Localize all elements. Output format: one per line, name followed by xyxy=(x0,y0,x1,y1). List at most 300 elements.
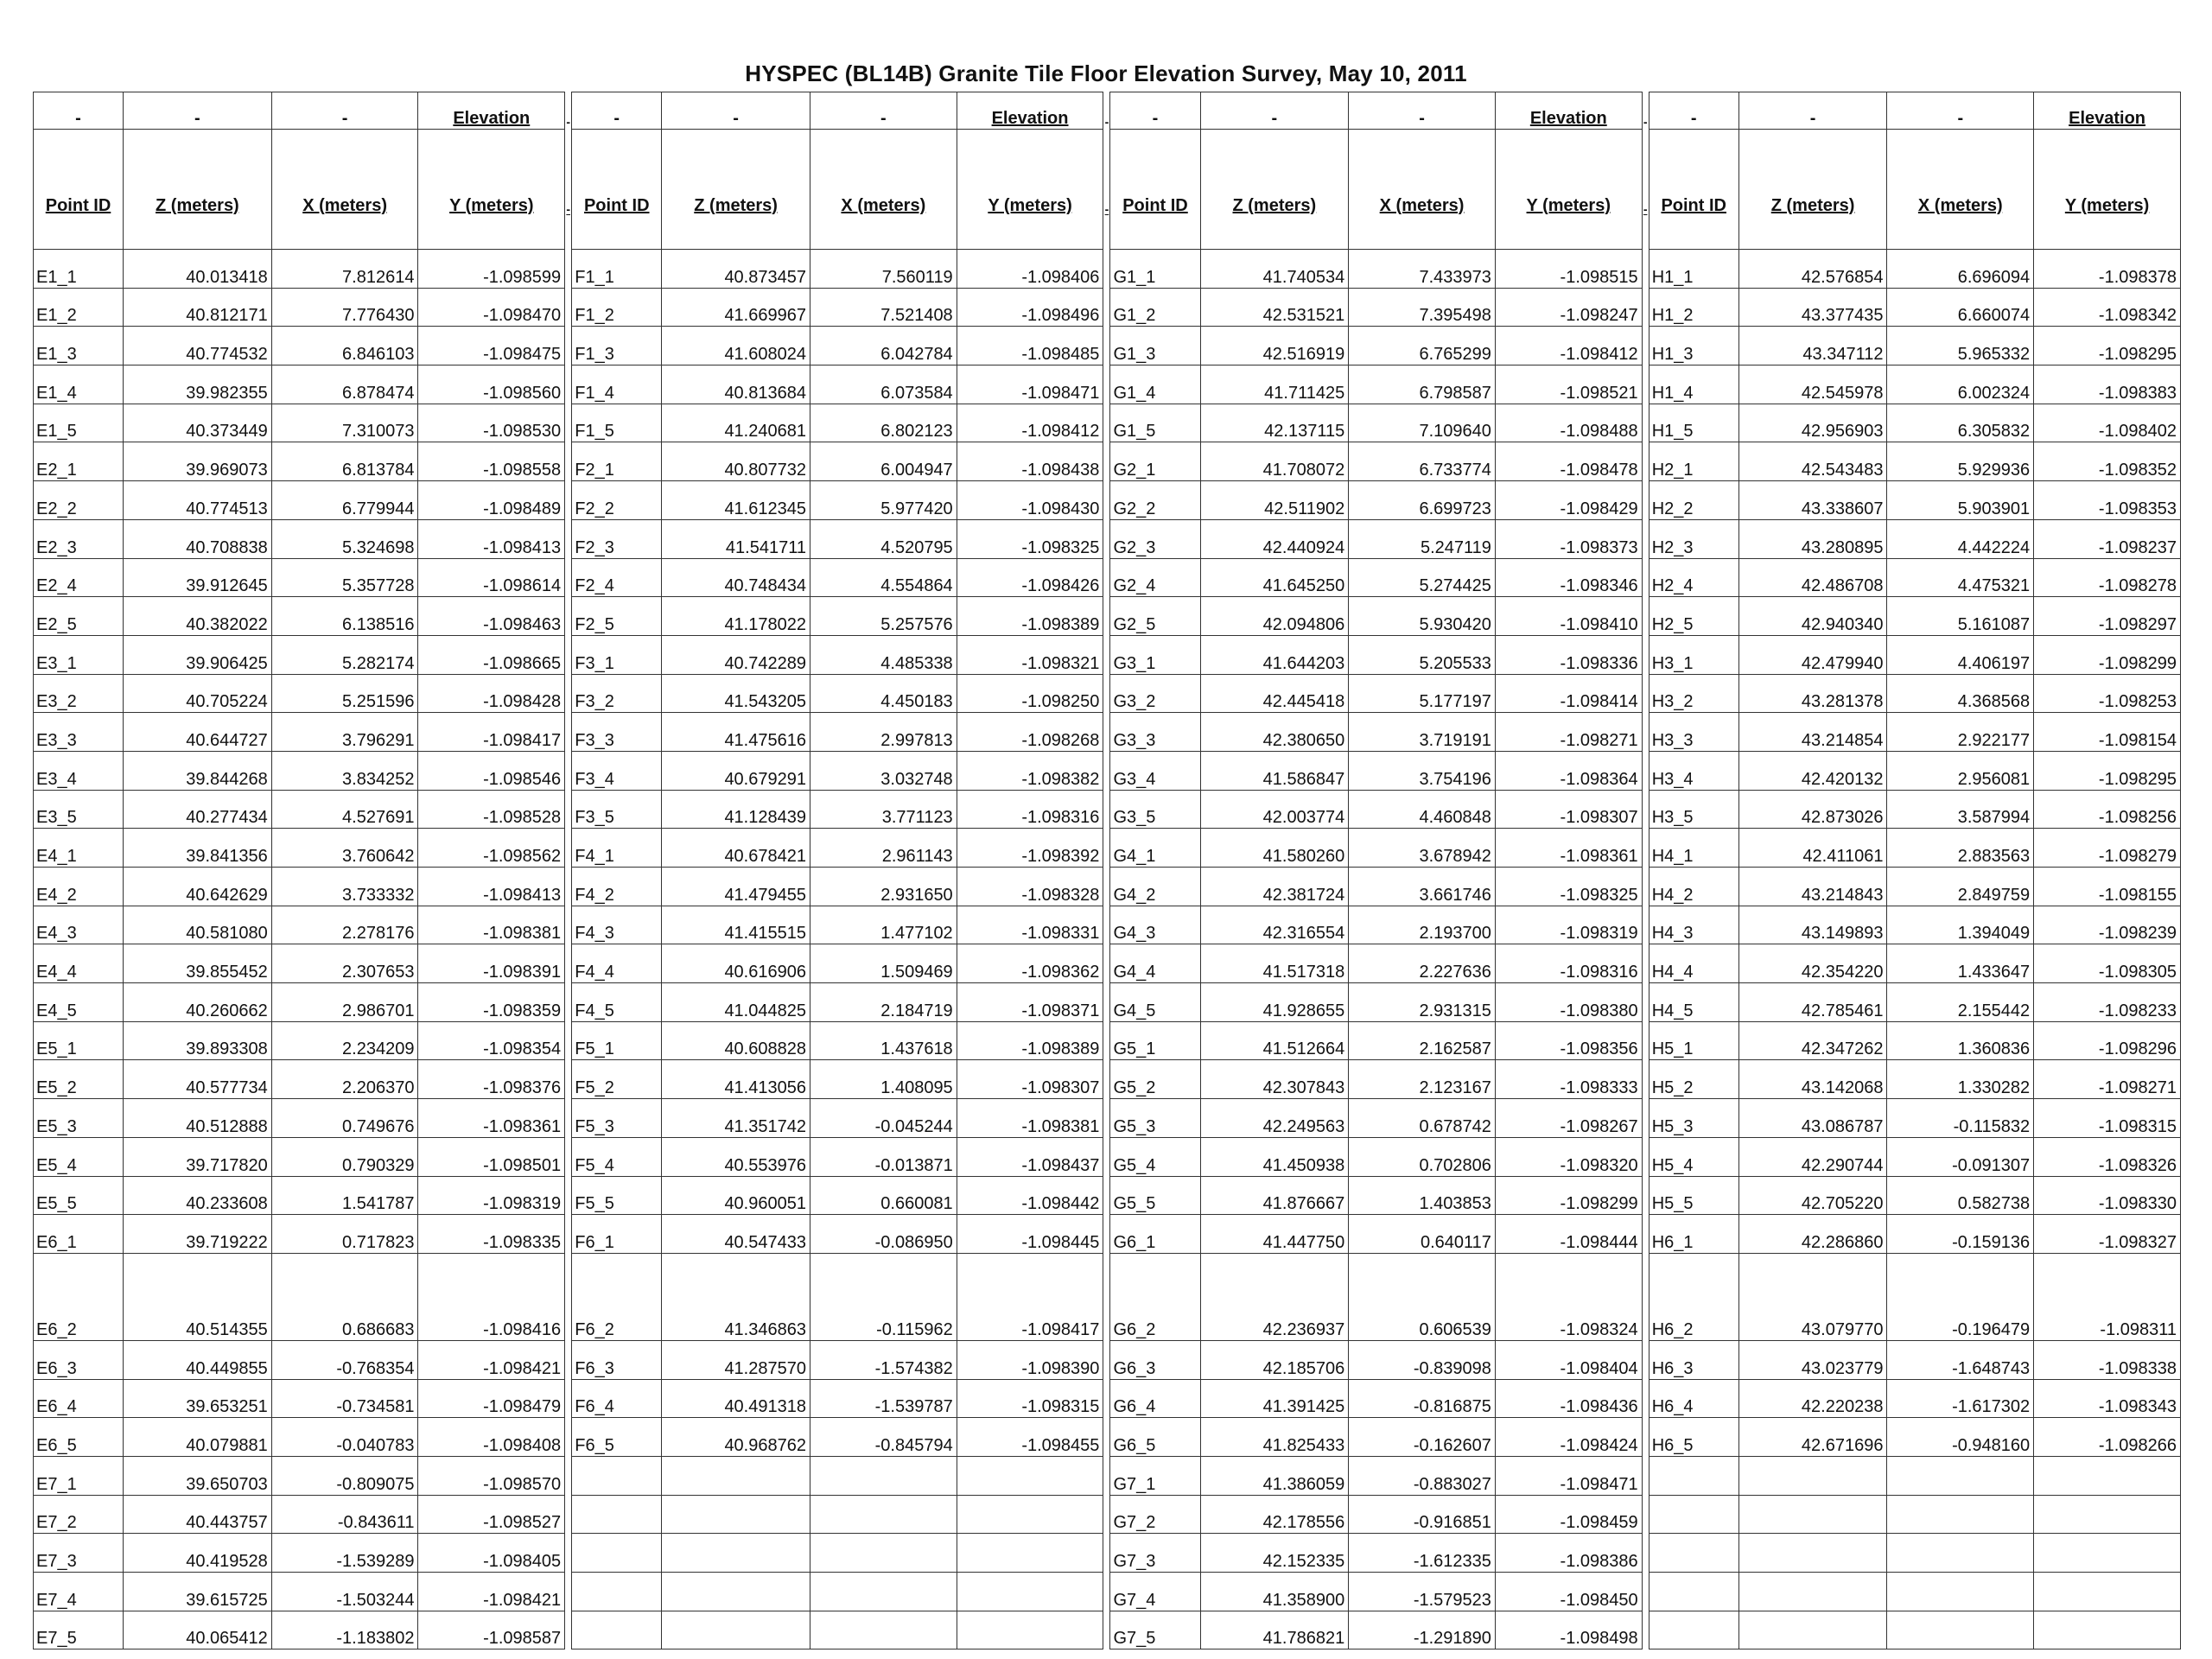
group-separator xyxy=(1103,1253,1110,1340)
group-separator xyxy=(565,519,572,558)
point-id-cell: G4_4 xyxy=(1110,944,1200,983)
y-value-cell: -1.098485 xyxy=(957,327,1103,365)
point-id-cell: F6_2 xyxy=(572,1253,662,1340)
y-value-cell xyxy=(2034,1495,2181,1534)
point-id-cell: F1_1 xyxy=(572,250,662,289)
x-value-cell: 5.357728 xyxy=(271,558,418,597)
group-separator xyxy=(1642,635,1649,674)
y-value-cell: -1.098515 xyxy=(1495,250,1642,289)
z-value-cell xyxy=(662,1495,810,1534)
group-separator xyxy=(1642,829,1649,868)
point-id-cell: E5_2 xyxy=(34,1060,124,1099)
z-value-cell: 43.214854 xyxy=(1738,713,1887,752)
point-id-cell: F5_5 xyxy=(572,1176,662,1215)
y-value-cell: -1.098325 xyxy=(957,519,1103,558)
x-value-cell: -1.539289 xyxy=(271,1534,418,1573)
z-value-cell: 41.612345 xyxy=(662,481,810,520)
table-row xyxy=(34,1060,2181,1099)
z-value-cell: 42.671696 xyxy=(1738,1418,1887,1457)
z-value-cell: 42.220238 xyxy=(1738,1379,1887,1418)
z-value-cell: 40.642629 xyxy=(124,868,272,906)
y-value-cell: -1.098346 xyxy=(1495,558,1642,597)
group-separator xyxy=(1642,674,1649,713)
y-value-cell: -1.098560 xyxy=(418,365,565,404)
group-separator xyxy=(565,1573,572,1611)
y-value-cell: -1.098361 xyxy=(1495,829,1642,868)
point-id-header: Point ID xyxy=(1110,130,1200,250)
point-id-cell: G6_3 xyxy=(1110,1340,1200,1379)
z-value-cell: 40.616906 xyxy=(662,944,810,983)
point-id-cell: H3_1 xyxy=(1649,635,1738,674)
table-row xyxy=(34,1611,2181,1649)
point-id-cell: E7_1 xyxy=(34,1456,124,1495)
y-value-cell: -1.098253 xyxy=(2034,674,2181,713)
z-value-cell: 42.940340 xyxy=(1738,597,1887,636)
x-value-cell: 2.931650 xyxy=(810,868,957,906)
point-id-cell: E4_5 xyxy=(34,983,124,1022)
table-row xyxy=(34,713,2181,752)
x-value-cell: 6.699723 xyxy=(1349,481,1496,520)
z-value-cell: 41.358900 xyxy=(1200,1573,1349,1611)
x-value-cell: 6.073584 xyxy=(810,365,957,404)
x-meters-header: X (meters) xyxy=(1887,130,2034,250)
point-id-cell: E7_5 xyxy=(34,1611,124,1649)
point-id-cell: G6_2 xyxy=(1110,1253,1200,1340)
y-value-cell: -1.098307 xyxy=(957,1060,1103,1099)
y-value-cell: -1.098479 xyxy=(418,1379,565,1418)
point-id-cell: G2_4 xyxy=(1110,558,1200,597)
y-value-cell: -1.098489 xyxy=(418,481,565,520)
group-separator: - xyxy=(565,92,572,130)
z-value-cell: 42.236937 xyxy=(1200,1253,1349,1340)
table-row xyxy=(34,944,2181,983)
x-value-cell: 0.686683 xyxy=(271,1253,418,1340)
y-value-cell: -1.098426 xyxy=(957,558,1103,597)
group-separator xyxy=(1103,1379,1110,1418)
point-id-cell: F1_2 xyxy=(572,288,662,327)
group-separator xyxy=(1642,1418,1649,1457)
group-separator xyxy=(565,868,572,906)
group-separator xyxy=(1642,1456,1649,1495)
y-value-cell: -1.098587 xyxy=(418,1611,565,1649)
z-value-cell: 42.576854 xyxy=(1738,250,1887,289)
point-id-cell: H5_3 xyxy=(1649,1099,1738,1138)
y-value-cell: -1.098389 xyxy=(957,1021,1103,1060)
x-value-cell: 4.442224 xyxy=(1887,519,2034,558)
z-value-cell: 42.420132 xyxy=(1738,751,1887,790)
x-value-cell: 2.206370 xyxy=(271,1060,418,1099)
z-value-cell: 42.381724 xyxy=(1200,868,1349,906)
z-value-cell: 42.178556 xyxy=(1200,1495,1349,1534)
x-value-cell: 7.812614 xyxy=(271,250,418,289)
group-separator xyxy=(565,829,572,868)
x-value-cell xyxy=(1887,1573,2034,1611)
point-id-cell xyxy=(1649,1456,1738,1495)
y-value-cell: -1.098445 xyxy=(957,1215,1103,1254)
x-value-cell: 4.527691 xyxy=(271,790,418,829)
point-id-header: Point ID xyxy=(34,130,124,250)
y-value-cell: -1.098381 xyxy=(957,1099,1103,1138)
header-placeholder: - xyxy=(1649,92,1738,130)
group-separator xyxy=(1642,250,1649,289)
z-value-cell: 41.669967 xyxy=(662,288,810,327)
point-id-cell: F2_5 xyxy=(572,597,662,636)
x-value-cell: -1.539787 xyxy=(810,1379,957,1418)
point-id-cell: E1_1 xyxy=(34,250,124,289)
point-id-cell: E3_3 xyxy=(34,713,124,752)
elevation-header: Elevation xyxy=(2034,92,2181,130)
point-id-cell: F3_3 xyxy=(572,713,662,752)
table-row xyxy=(34,674,2181,713)
y-value-cell xyxy=(2034,1456,2181,1495)
y-value-cell: -1.098237 xyxy=(2034,519,2181,558)
x-value-cell: 4.450183 xyxy=(810,674,957,713)
y-value-cell: -1.098530 xyxy=(418,404,565,442)
y-value-cell: -1.098570 xyxy=(418,1456,565,1495)
table-row xyxy=(34,1099,2181,1138)
z-value-cell: 41.543205 xyxy=(662,674,810,713)
point-id-cell: H6_3 xyxy=(1649,1340,1738,1379)
point-id-cell: E6_1 xyxy=(34,1215,124,1254)
table-row xyxy=(34,790,2181,829)
z-value-cell: 43.142068 xyxy=(1738,1060,1887,1099)
z-value-cell: 40.491318 xyxy=(662,1379,810,1418)
point-id-cell: E2_2 xyxy=(34,481,124,520)
z-value-cell: 39.844268 xyxy=(124,751,272,790)
group-separator xyxy=(1103,983,1110,1022)
z-value-cell: 39.893308 xyxy=(124,1021,272,1060)
y-value-cell: -1.098390 xyxy=(957,1340,1103,1379)
x-value-cell: 5.282174 xyxy=(271,635,418,674)
x-value-cell: -1.612335 xyxy=(1349,1534,1496,1573)
z-value-cell: 43.347112 xyxy=(1738,327,1887,365)
x-value-cell: 1.509469 xyxy=(810,944,957,983)
z-value-cell: 40.960051 xyxy=(662,1176,810,1215)
z-value-cell: 41.450938 xyxy=(1200,1137,1349,1176)
point-id-cell: E1_5 xyxy=(34,404,124,442)
x-value-cell: -0.091307 xyxy=(1887,1137,2034,1176)
x-value-cell: -0.086950 xyxy=(810,1215,957,1254)
point-id-cell: H1_5 xyxy=(1649,404,1738,442)
table-row xyxy=(34,1418,2181,1457)
point-id-cell xyxy=(572,1573,662,1611)
header-placeholder: - xyxy=(1349,92,1496,130)
z-value-cell: 41.541711 xyxy=(662,519,810,558)
group-separator xyxy=(1642,790,1649,829)
point-id-cell xyxy=(572,1495,662,1534)
y-value-cell: -1.098296 xyxy=(2034,1021,2181,1060)
z-value-cell: 40.443757 xyxy=(124,1495,272,1534)
x-value-cell: 2.123167 xyxy=(1349,1060,1496,1099)
table-row xyxy=(34,829,2181,868)
point-id-cell: E5_4 xyxy=(34,1137,124,1176)
z-value-cell: 40.679291 xyxy=(662,751,810,790)
table-row xyxy=(34,404,2181,442)
x-value-cell: 4.554864 xyxy=(810,558,957,597)
point-id-cell: H6_4 xyxy=(1649,1379,1738,1418)
y-value-cell: -1.098271 xyxy=(2034,1060,2181,1099)
point-id-cell: H5_2 xyxy=(1649,1060,1738,1099)
point-id-cell: G6_1 xyxy=(1110,1215,1200,1254)
y-value-cell xyxy=(2034,1573,2181,1611)
x-value-cell: 2.193700 xyxy=(1349,906,1496,944)
y-value-cell xyxy=(957,1573,1103,1611)
x-value-cell: 2.997813 xyxy=(810,713,957,752)
point-id-cell: E4_2 xyxy=(34,868,124,906)
x-value-cell: 3.771123 xyxy=(810,790,957,829)
z-value-cell: 41.178022 xyxy=(662,597,810,636)
point-id-cell: G4_3 xyxy=(1110,906,1200,944)
group-separator xyxy=(565,558,572,597)
group-separator xyxy=(1642,1176,1649,1215)
point-id-cell: E3_4 xyxy=(34,751,124,790)
y-value-cell: -1.098315 xyxy=(2034,1099,2181,1138)
group-separator xyxy=(1642,558,1649,597)
x-value-cell: 2.155442 xyxy=(1887,983,2034,1022)
y-value-cell: -1.098361 xyxy=(418,1099,565,1138)
x-value-cell xyxy=(1887,1611,2034,1649)
point-id-cell: H3_3 xyxy=(1649,713,1738,752)
z-value-cell: 42.307843 xyxy=(1200,1060,1349,1099)
z-value-cell: 40.813684 xyxy=(662,365,810,404)
z-value-cell: 42.445418 xyxy=(1200,674,1349,713)
x-value-cell xyxy=(810,1495,957,1534)
y-value-cell: -1.098381 xyxy=(418,906,565,944)
x-value-cell: 6.002324 xyxy=(1887,365,2034,404)
x-value-cell: -0.768354 xyxy=(271,1340,418,1379)
point-id-cell: E5_3 xyxy=(34,1099,124,1138)
group-separator xyxy=(565,1495,572,1534)
table-row xyxy=(34,1534,2181,1573)
z-value-cell: 43.377435 xyxy=(1738,288,1887,327)
point-id-cell: F4_4 xyxy=(572,944,662,983)
point-id-header: Point ID xyxy=(1649,130,1738,250)
z-value-cell: 42.347262 xyxy=(1738,1021,1887,1060)
x-value-cell xyxy=(810,1573,957,1611)
y-meters-header: Y (meters) xyxy=(418,130,565,250)
point-id-cell: H3_5 xyxy=(1649,790,1738,829)
z-value-cell: 41.876667 xyxy=(1200,1176,1349,1215)
group-separator xyxy=(565,1379,572,1418)
x-value-cell: 1.541787 xyxy=(271,1176,418,1215)
point-id-cell: H6_2 xyxy=(1649,1253,1738,1340)
y-value-cell: -1.098413 xyxy=(418,519,565,558)
z-value-cell: 43.214843 xyxy=(1738,868,1887,906)
x-value-cell: 7.109640 xyxy=(1349,404,1496,442)
z-value-cell: 41.128439 xyxy=(662,790,810,829)
x-value-cell: 3.678942 xyxy=(1349,829,1496,868)
z-meters-header: Z (meters) xyxy=(662,130,810,250)
table-row xyxy=(34,983,2181,1022)
group-separator xyxy=(1103,1176,1110,1215)
x-value-cell: 1.408095 xyxy=(810,1060,957,1099)
point-id-cell xyxy=(1649,1495,1738,1534)
x-value-cell: 1.433647 xyxy=(1887,944,2034,983)
group-separator xyxy=(565,288,572,327)
z-value-cell: 41.447750 xyxy=(1200,1215,1349,1254)
x-value-cell: 5.177197 xyxy=(1349,674,1496,713)
group-separator xyxy=(1642,713,1649,752)
point-id-cell: G1_1 xyxy=(1110,250,1200,289)
x-value-cell: -0.045244 xyxy=(810,1099,957,1138)
y-value-cell: -1.098267 xyxy=(1495,1099,1642,1138)
point-id-cell: E4_3 xyxy=(34,906,124,944)
y-value-cell: -1.098239 xyxy=(2034,906,2181,944)
point-id-cell: E5_5 xyxy=(34,1176,124,1215)
point-id-cell xyxy=(572,1534,662,1573)
z-value-cell: 42.185706 xyxy=(1200,1340,1349,1379)
point-id-cell: H3_4 xyxy=(1649,751,1738,790)
y-value-cell: -1.098325 xyxy=(1495,868,1642,906)
group-separator xyxy=(565,1060,572,1099)
group-separator xyxy=(565,1176,572,1215)
z-meters-header: Z (meters) xyxy=(124,130,272,250)
y-value-cell: -1.098450 xyxy=(1495,1573,1642,1611)
z-value-cell: 40.742289 xyxy=(662,635,810,674)
group-separator xyxy=(1103,713,1110,752)
z-value-cell: 42.545978 xyxy=(1738,365,1887,404)
x-value-cell: 3.834252 xyxy=(271,751,418,790)
x-value-cell: 7.433973 xyxy=(1349,250,1496,289)
group-separator xyxy=(565,635,572,674)
elevation-header: Elevation xyxy=(418,92,565,130)
x-value-cell: -0.115962 xyxy=(810,1253,957,1340)
z-value-cell: 39.650703 xyxy=(124,1456,272,1495)
z-value-cell: 41.346863 xyxy=(662,1253,810,1340)
z-value-cell: 42.956903 xyxy=(1738,404,1887,442)
group-separator xyxy=(565,1456,572,1495)
group-separator xyxy=(565,790,572,829)
z-value-cell: 40.644727 xyxy=(124,713,272,752)
point-id-cell: E7_2 xyxy=(34,1495,124,1534)
point-id-cell: H2_1 xyxy=(1649,442,1738,481)
group-separator xyxy=(1103,674,1110,713)
point-id-cell: E6_2 xyxy=(34,1253,124,1340)
group-separator xyxy=(1642,519,1649,558)
x-value-cell: 5.903901 xyxy=(1887,481,2034,520)
x-value-cell: 2.227636 xyxy=(1349,944,1496,983)
y-value-cell: -1.098338 xyxy=(2034,1340,2181,1379)
point-id-cell: F6_3 xyxy=(572,1340,662,1379)
group-separator xyxy=(565,1611,572,1649)
z-value-cell: 42.290744 xyxy=(1738,1137,1887,1176)
point-id-cell: F4_1 xyxy=(572,829,662,868)
z-value-cell: 41.644203 xyxy=(1200,635,1349,674)
x-value-cell: 1.477102 xyxy=(810,906,957,944)
y-value-cell: -1.098154 xyxy=(2034,713,2181,752)
header-placeholder: - xyxy=(572,92,662,130)
x-value-cell: -0.916851 xyxy=(1349,1495,1496,1534)
y-value-cell: -1.098362 xyxy=(957,944,1103,983)
table-row xyxy=(34,1176,2181,1215)
y-value-cell: -1.098528 xyxy=(418,790,565,829)
y-value-cell: -1.098391 xyxy=(418,944,565,983)
z-value-cell: 43.338607 xyxy=(1738,481,1887,520)
x-value-cell: 1.360836 xyxy=(1887,1021,2034,1060)
y-value-cell: -1.098233 xyxy=(2034,983,2181,1022)
y-value-cell: -1.098383 xyxy=(2034,365,2181,404)
point-id-cell: E1_3 xyxy=(34,327,124,365)
group-separator xyxy=(1103,1495,1110,1534)
y-value-cell: -1.098352 xyxy=(2034,442,2181,481)
z-value-cell: 41.711425 xyxy=(1200,365,1349,404)
z-value-cell: 41.786821 xyxy=(1200,1611,1349,1649)
point-id-cell: F5_4 xyxy=(572,1137,662,1176)
z-value-cell xyxy=(1738,1611,1887,1649)
group-separator xyxy=(565,713,572,752)
x-value-cell: 4.520795 xyxy=(810,519,957,558)
x-value-cell: -1.574382 xyxy=(810,1340,957,1379)
y-value-cell: -1.098256 xyxy=(2034,790,2181,829)
y-value-cell: -1.098475 xyxy=(418,327,565,365)
x-value-cell: 7.560119 xyxy=(810,250,957,289)
point-id-cell: H4_4 xyxy=(1649,944,1738,983)
point-id-cell: G4_5 xyxy=(1110,983,1200,1022)
y-value-cell: -1.098414 xyxy=(1495,674,1642,713)
point-id-cell: F6_4 xyxy=(572,1379,662,1418)
z-value-cell: 40.708838 xyxy=(124,519,272,558)
header-placeholder: - xyxy=(1110,92,1200,130)
x-value-cell: 2.883563 xyxy=(1887,829,2034,868)
group-separator xyxy=(1103,790,1110,829)
y-value-cell: -1.098428 xyxy=(418,674,565,713)
group-separator xyxy=(1642,1495,1649,1534)
group-separator xyxy=(1103,1215,1110,1254)
point-id-cell: H5_5 xyxy=(1649,1176,1738,1215)
y-meters-header: Y (meters) xyxy=(1495,130,1642,250)
point-id-cell: F2_4 xyxy=(572,558,662,597)
x-value-cell: 6.765299 xyxy=(1349,327,1496,365)
x-value-cell: 0.678742 xyxy=(1349,1099,1496,1138)
z-value-cell: 42.316554 xyxy=(1200,906,1349,944)
y-value-cell: -1.098562 xyxy=(418,829,565,868)
z-value-cell: 43.086787 xyxy=(1738,1099,1887,1138)
x-value-cell: 6.696094 xyxy=(1887,250,2034,289)
y-value-cell: -1.098488 xyxy=(1495,404,1642,442)
z-value-cell: 41.645250 xyxy=(1200,558,1349,597)
x-value-cell: 6.802123 xyxy=(810,404,957,442)
point-id-cell xyxy=(1649,1534,1738,1573)
group-separator xyxy=(1103,1418,1110,1457)
y-value-cell: -1.098316 xyxy=(957,790,1103,829)
group-separator: - xyxy=(565,130,572,250)
z-value-cell xyxy=(662,1611,810,1649)
y-value-cell: -1.098444 xyxy=(1495,1215,1642,1254)
group-separator xyxy=(1642,288,1649,327)
point-id-cell: G3_2 xyxy=(1110,674,1200,713)
group-separator xyxy=(565,365,572,404)
y-value-cell: -1.098412 xyxy=(1495,327,1642,365)
header-placeholder: - xyxy=(810,92,957,130)
x-value-cell: 2.922177 xyxy=(1887,713,2034,752)
x-value-cell: -0.816875 xyxy=(1349,1379,1496,1418)
y-value-cell: -1.098311 xyxy=(2034,1253,2181,1340)
y-value-cell: -1.098501 xyxy=(418,1137,565,1176)
table-row xyxy=(34,442,2181,481)
x-value-cell: -0.040783 xyxy=(271,1418,418,1457)
x-value-cell: 5.965332 xyxy=(1887,327,2034,365)
y-value-cell: -1.098327 xyxy=(2034,1215,2181,1254)
table-row xyxy=(34,1137,2181,1176)
header-placeholder: - xyxy=(271,92,418,130)
group-separator xyxy=(565,442,572,481)
y-value-cell: -1.098558 xyxy=(418,442,565,481)
z-value-cell: 40.013418 xyxy=(124,250,272,289)
x-value-cell: -0.839098 xyxy=(1349,1340,1496,1379)
x-value-cell: 2.849759 xyxy=(1887,868,2034,906)
group-separator xyxy=(1103,829,1110,868)
x-value-cell: 2.931315 xyxy=(1349,983,1496,1022)
